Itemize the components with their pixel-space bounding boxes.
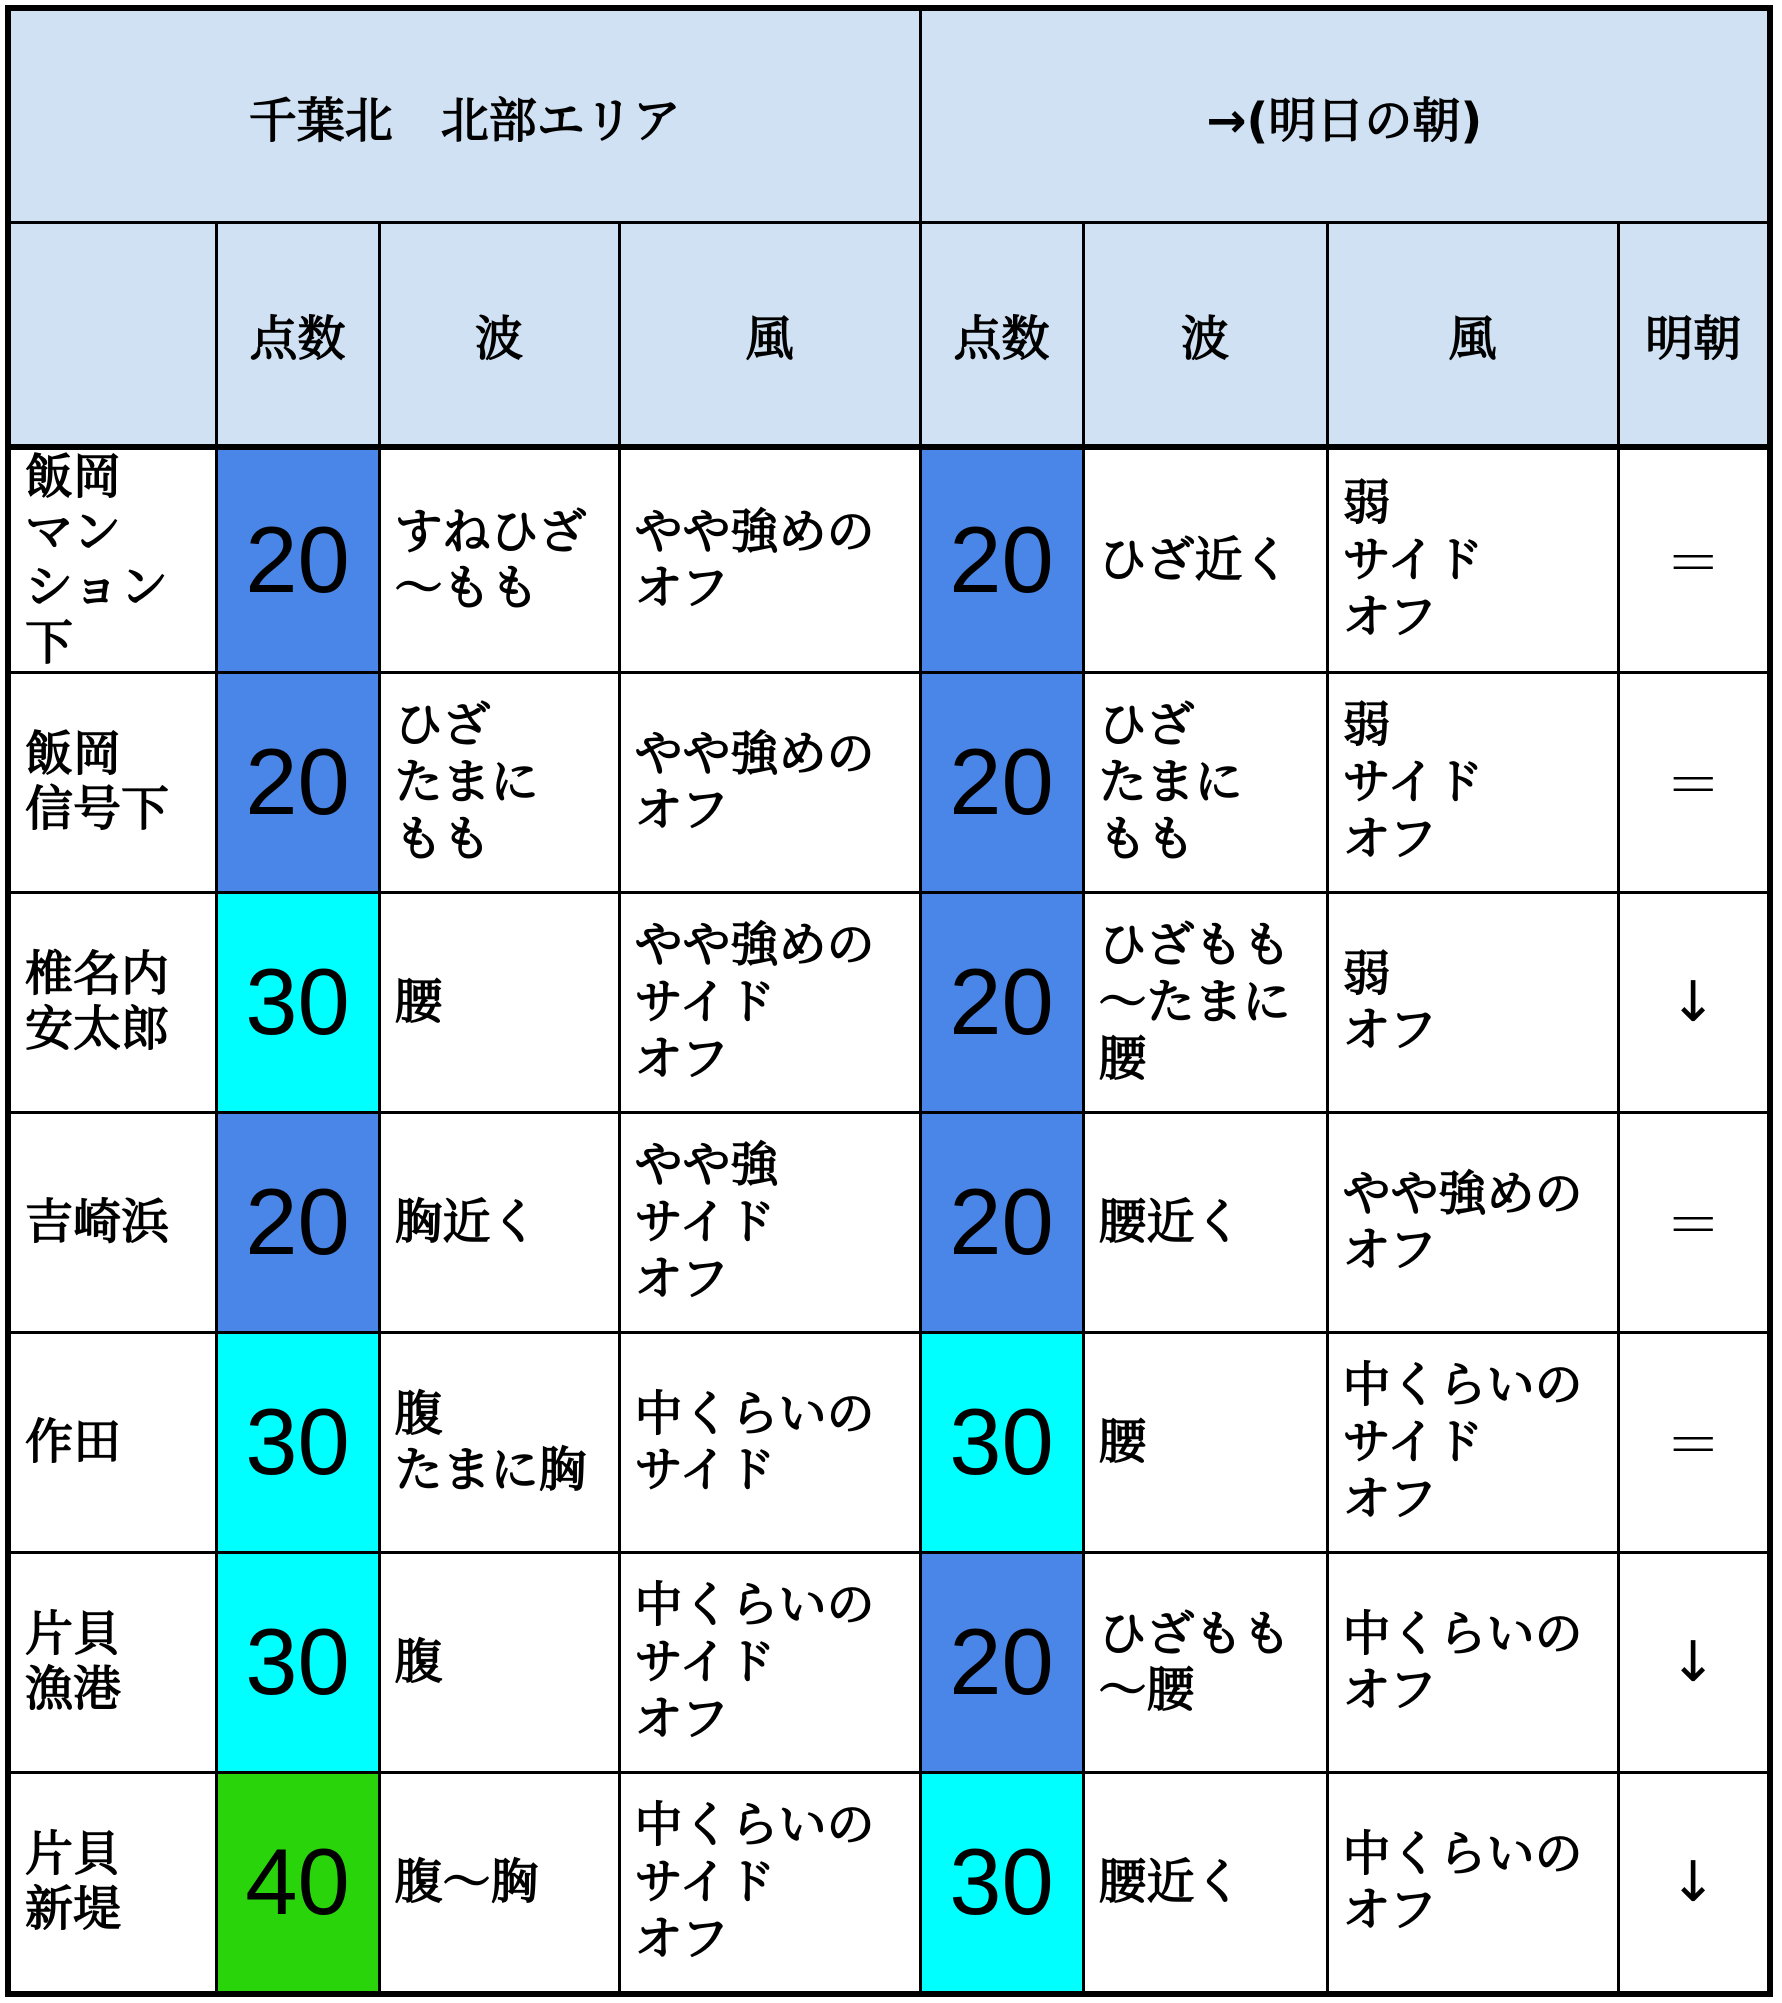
spot-name: 飯岡 マン ション 下 xyxy=(8,447,216,672)
spot-name: 作田 xyxy=(8,1332,216,1552)
tomorrow-score: 20 xyxy=(920,1112,1083,1332)
trend-header: 明朝 xyxy=(1618,223,1770,448)
tomorrow-wave: ひざ近く xyxy=(1083,447,1327,672)
spot-name: 飯岡 信号下 xyxy=(8,672,216,892)
surf-forecast-table-wrap xyxy=(5,5,1773,1997)
header-row-columns xyxy=(8,223,1770,448)
area-title: 千葉北 北部エリア xyxy=(8,8,920,223)
today-wave: 腹 xyxy=(379,1552,619,1772)
tomorrow-wave: 腰近く xyxy=(1083,1112,1327,1332)
tomorrow-wave: ひざもも 〜腰 xyxy=(1083,1552,1327,1772)
tomorrow-wave: ひざ たまに もも xyxy=(1083,672,1327,892)
tomorrow-wind: 中くらいの オフ xyxy=(1327,1772,1618,1994)
table-body xyxy=(8,447,1770,1994)
tomorrow-wind: やや強めの オフ xyxy=(1327,1112,1618,1332)
today-wave: 胸近く xyxy=(379,1112,619,1332)
trend-indicator: ↓ xyxy=(1618,1772,1770,1994)
today-score: 20 xyxy=(216,672,379,892)
today-wave: 腹〜胸 xyxy=(379,1772,619,1994)
table-row xyxy=(8,1772,1770,1994)
tomorrow-score: 20 xyxy=(920,1552,1083,1772)
tomorrow-wind-header: 風 xyxy=(1327,223,1618,448)
table-row xyxy=(8,672,1770,892)
today-score: 40 xyxy=(216,1772,379,1994)
tomorrow-score: 30 xyxy=(920,1772,1083,1994)
today-score-header: 点数 xyxy=(216,223,379,448)
today-score: 30 xyxy=(216,892,379,1112)
trend-indicator: ＝ xyxy=(1618,1112,1770,1332)
table-row xyxy=(8,1112,1770,1332)
tomorrow-wind: 中くらいの サイド オフ xyxy=(1327,1332,1618,1552)
table-row xyxy=(8,1332,1770,1552)
today-wave: 腹 たまに胸 xyxy=(379,1332,619,1552)
header-row-top xyxy=(8,8,1770,223)
tomorrow-wave: 腰近く xyxy=(1083,1772,1327,1994)
today-wind: 中くらいの サイド オフ xyxy=(619,1552,920,1772)
spot-name: 吉崎浜 xyxy=(8,1112,216,1332)
tomorrow-score: 20 xyxy=(920,892,1083,1112)
today-wind: やや強めの サイド オフ xyxy=(619,892,920,1112)
tomorrow-wind: 弱 サイド オフ xyxy=(1327,447,1618,672)
today-wind: 中くらいの サイド オフ xyxy=(619,1772,920,1994)
tomorrow-score: 20 xyxy=(920,447,1083,672)
today-wind: やや強 サイド オフ xyxy=(619,1112,920,1332)
today-wave-header: 波 xyxy=(379,223,619,448)
trend-indicator: ↓ xyxy=(1618,1552,1770,1772)
spot-name: 片貝 漁港 xyxy=(8,1552,216,1772)
table-row xyxy=(8,447,1770,672)
tomorrow-wave: 腰 xyxy=(1083,1332,1327,1552)
tomorrow-wind: 弱 サイド オフ xyxy=(1327,672,1618,892)
today-wave: ひざ たまに もも xyxy=(379,672,619,892)
today-wind: やや強めの オフ xyxy=(619,672,920,892)
tomorrow-score-header: 点数 xyxy=(920,223,1083,448)
trend-indicator: ＝ xyxy=(1618,447,1770,672)
trend-indicator: ＝ xyxy=(1618,1332,1770,1552)
spot-name: 椎名内 安太郎 xyxy=(8,892,216,1112)
tomorrow-wave-header: 波 xyxy=(1083,223,1327,448)
today-score: 30 xyxy=(216,1552,379,1772)
forecast-title: →(明日の朝) xyxy=(920,8,1770,223)
today-wind-header: 風 xyxy=(619,223,920,448)
tomorrow-wind: 弱 オフ xyxy=(1327,892,1618,1112)
table-row xyxy=(8,1552,1770,1772)
today-wind: やや強めの オフ xyxy=(619,447,920,672)
table-row xyxy=(8,892,1770,1112)
tomorrow-score: 30 xyxy=(920,1332,1083,1552)
today-wave: 腰 xyxy=(379,892,619,1112)
today-score: 20 xyxy=(216,447,379,672)
spot-header xyxy=(8,223,216,448)
today-wind: 中くらいの サイド xyxy=(619,1332,920,1552)
trend-indicator: ＝ xyxy=(1618,672,1770,892)
trend-indicator: ↓ xyxy=(1618,892,1770,1112)
today-score: 30 xyxy=(216,1332,379,1552)
today-wave: すねひざ 〜もも xyxy=(379,447,619,672)
tomorrow-wave: ひざもも 〜たまに 腰 xyxy=(1083,892,1327,1112)
surf-forecast-table xyxy=(5,5,1773,1997)
today-score: 20 xyxy=(216,1112,379,1332)
tomorrow-wind: 中くらいの オフ xyxy=(1327,1552,1618,1772)
spot-name: 片貝 新堤 xyxy=(8,1772,216,1994)
tomorrow-score: 20 xyxy=(920,672,1083,892)
